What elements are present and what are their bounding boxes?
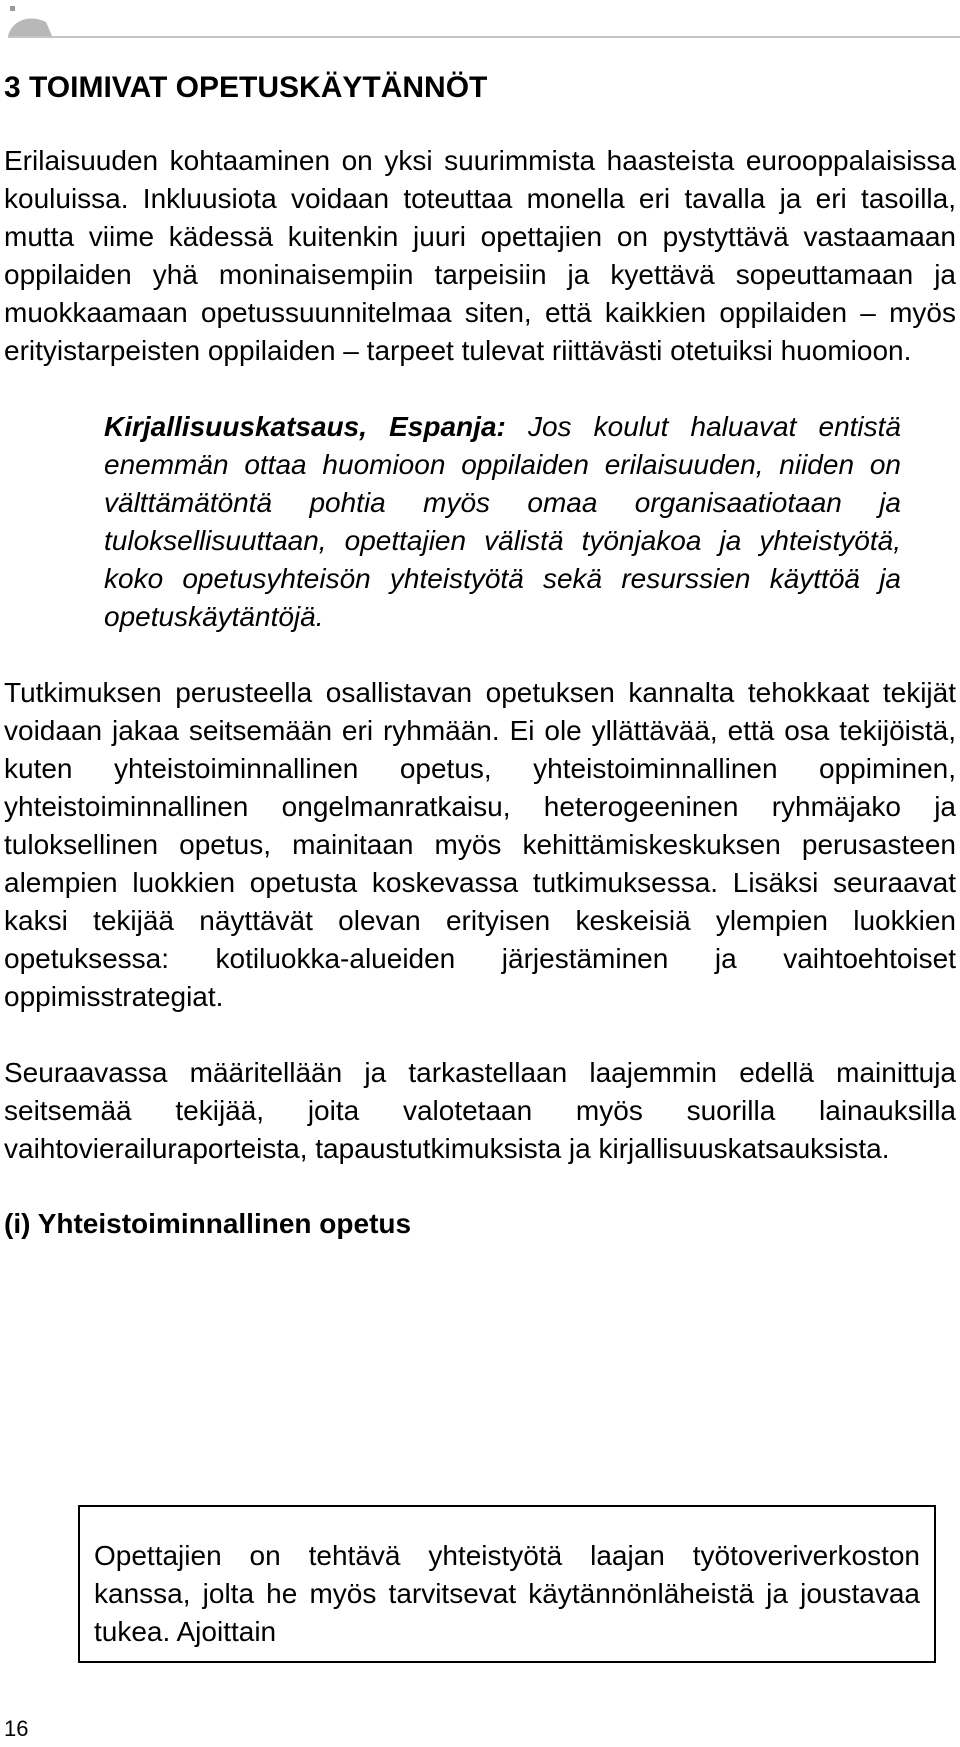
corner-logo-shape [8,18,52,36]
intro-paragraph: Erilaisuuden kohtaaminen on yksi suurimmista haasteista eurooppalaisissa kouluissa. Inkluusiota voidaan toteuttaa monella eri tavalla ja eri tasoilla, mutta viime kädessä kuitenkin juuri opettajien on pystyttävä vastaamaan oppilaiden yhä moninaisempiin tarpeisiin ja kyettävä sopeuttamaan ja muokkaamaan opetussuunnitelmaa siten, että kaikkien oppilaiden – myös erityistarpeisten oppilaiden – tarpeet tulevat riittävästi otetuiksi huomioon. [4,145,956,366]
literature-review-quote [104,408,901,636]
overview-paragraph: Seuraavassa määritellään ja tarkastellaan laajemmin edellä mainittuja seitsemää tekijää, joita valotetaan myös suorilla lainauksilla vaihtovierailuraporteista, tapaustutkimuksista ja kirjallisuuskatsauksista. [4,1057,956,1164]
page-number: 16 [4,1716,29,1741]
factors-paragraph: Tutkimuksen perusteella osallistavan opetuksen kannalta tehokkaat tekijät voidaan jakaa seitsemään eri ryhmään. Ei ole yllättävää, että osa tekijöistä, kuten yhteistoiminnallinen opetus, yhteistoiminnallinen oppiminen, yhteistoiminnallinen ongelmanratkaisu, heterogeeninen ryhmäjako ja tuloksellinen opetus, mainitaan myös kehittämiskeskuksen perusasteen alempien luokkien opetusta koskevassa tutkimuksessa. Lisäksi seuraavat kaksi tekijää näyttävät olevan erityisen keskeisiä ylempien luokkien opetuksessa: kotiluokka-alueiden järjestäminen ja vaihtoehtoiset oppimisstrategiat. [4,677,956,1012]
section-heading: 3 TOIMIVAT OPETUSKÄYTÄNNÖT [4,71,488,104]
quote-text: Jos koulut haluavat entistä enemmän ottaa huomioon oppilaiden erilaisuuden, niiden on välttämätöntä pohtia myös omaa organisaatiotaan ja tuloksellisuuttaan, opettajien välistä työnjakoa ja yhteistyötä, koko opetusyhteisön yhteistyötä sekä resurssien käyttöä ja opetuskäytäntöjä. [104,411,902,632]
corner-logo-dot [10,6,15,11]
boxed-excerpt [78,1505,936,1663]
quote-label: Kirjallisuuskatsaus, Espanja: [104,411,506,442]
header-decoration [0,0,960,40]
document-page [4,70,956,1272]
boxed-excerpt-text: Opettajien on tehtävä yhteistyötä laajan työtoveriverkoston kanssa, jolta he myös tarvitsevat käytännönläheistä ja joustavaa tukea. Ajoittain [94,1540,920,1647]
subsection-heading: (i) Yhteistoiminnallinen opetus [4,1208,412,1239]
